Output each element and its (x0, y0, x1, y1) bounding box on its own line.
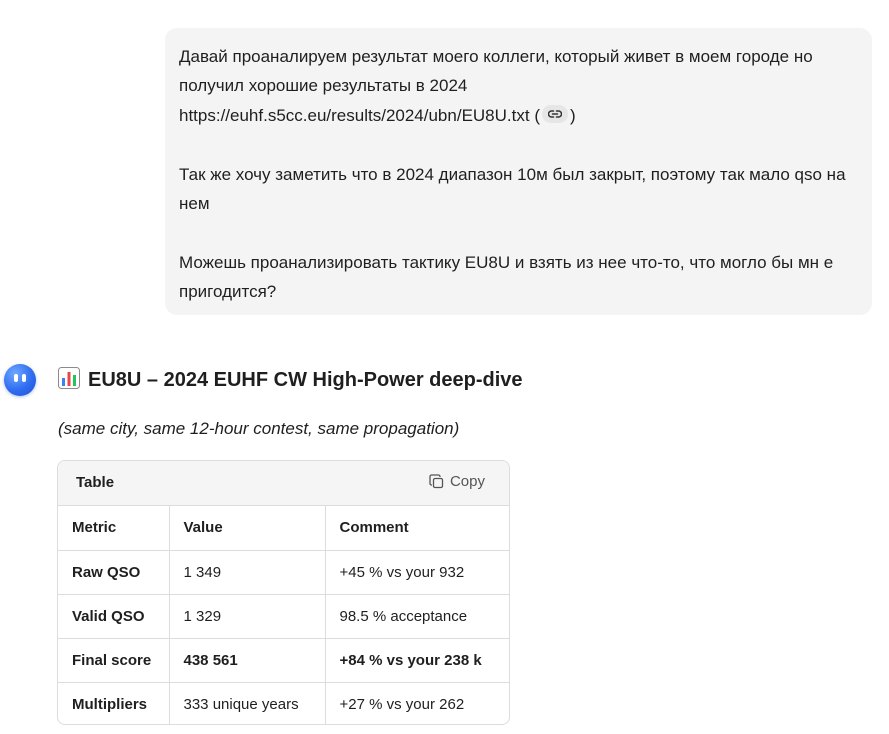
table-cell-metric: Valid QSO (58, 594, 169, 638)
table-row (58, 682, 509, 725)
assistant-avatar (4, 364, 36, 396)
comparison-table-card (57, 460, 510, 725)
user-message-url[interactable]: https://euhf.s5cc.eu/results/2024/ubn/EU8U.txt (179, 105, 530, 125)
user-message-note: Так же хочу заметить что в 2024 диапазон 10м был закрыт, поэтому так мало qso на нем (179, 164, 846, 214)
comparison-table (58, 506, 509, 725)
response-subtitle: (same city, same 12-hour contest, same propagation) (58, 419, 460, 438)
avatar-eye-left (14, 374, 18, 382)
user-message-question: Можешь проанализировать тактику EU8U и взять из нее что-то, что могло бы мн е пригодится? (179, 252, 834, 302)
table-cell-metric: Final score (58, 638, 169, 682)
table-cell-value: 1 349 (169, 550, 325, 594)
bar-chart-icon (58, 367, 80, 397)
table-cell-comment: +45 % vs your 932 (325, 550, 509, 594)
paren-open: ( (529, 105, 540, 125)
column-header-metric: Metric (58, 506, 169, 550)
table-header-bar (58, 461, 509, 506)
copy-button[interactable] (429, 473, 485, 490)
table-cell-value: 1 329 (169, 594, 325, 638)
table-title: Table (76, 474, 115, 491)
link-chip-button[interactable] (542, 105, 568, 123)
avatar-eye-right (22, 374, 26, 382)
user-message-paragraph-1 (179, 42, 858, 130)
table-cell-metric: Raw QSO (58, 550, 169, 594)
table-row (58, 638, 509, 682)
table-cell-metric: Multipliers (58, 682, 169, 725)
link-icon (548, 109, 562, 119)
paren-close: ) (569, 105, 576, 125)
table-cell-value: 438 561 (169, 638, 325, 682)
copy-icon (429, 474, 444, 489)
table-header-row (58, 506, 509, 550)
user-message-text: Давай проаналируем результат моего коллеги, который живет в моем городе но получил хорошие результаты в 2024 (179, 47, 813, 96)
table-row (58, 550, 509, 594)
table-cell-comment: 98.5 % acceptance (325, 594, 509, 638)
user-message-bubble (165, 28, 872, 315)
response-heading-text: EU8U – 2024 EUHF CW High-Power deep-dive (88, 369, 523, 391)
copy-label: Copy (449, 473, 485, 490)
column-header-comment: Comment (325, 506, 509, 550)
column-header-value: Value (169, 506, 325, 550)
table-cell-comment: +27 % vs your 262 (339, 695, 465, 713)
table-cell-comment: +84 % vs your 238 k (325, 638, 509, 682)
table-cell-value: 333 unique years (169, 682, 325, 725)
response-heading (58, 366, 523, 397)
table-row (58, 594, 509, 638)
